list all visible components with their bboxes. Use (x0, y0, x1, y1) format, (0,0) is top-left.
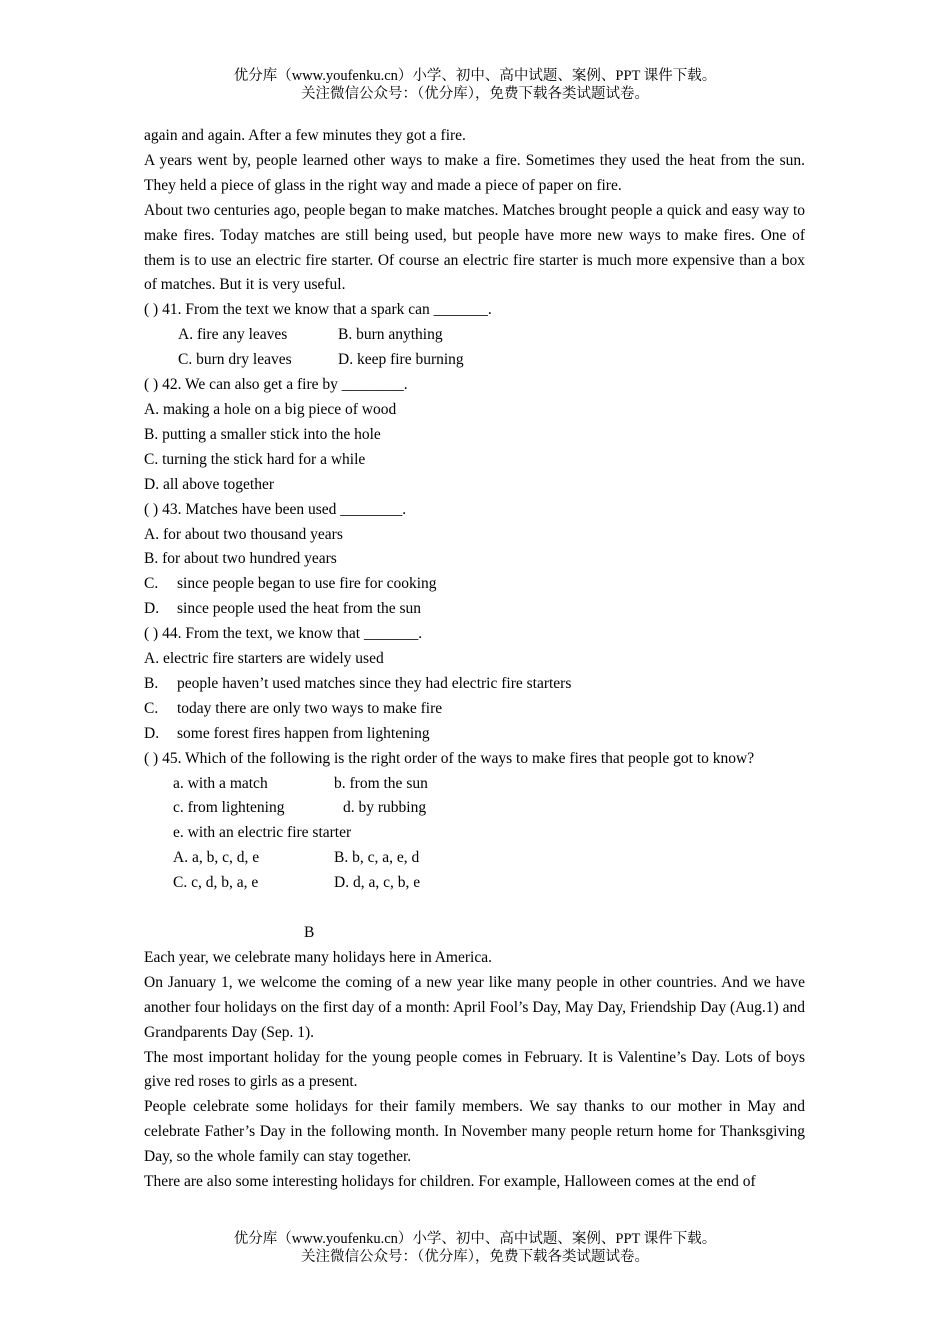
document-body (144, 124, 805, 1195)
option-c: C. burn dry leaves (178, 351, 292, 369)
item-c: c. from lightening (173, 799, 285, 817)
option-text: today there are only two ways to make fire (177, 699, 443, 717)
question-41-options-row-2 (144, 348, 805, 373)
question-43-option-b: B. for about two hundred years (144, 550, 337, 568)
option-c: C. c, d, b, a, e (173, 874, 259, 892)
item-b: b. from the sun (334, 774, 428, 792)
option-b: B. b, c, a, e, d (334, 849, 420, 867)
question-45-options-row-2 (144, 871, 805, 896)
option-letter: D. (144, 600, 160, 618)
question-45-options-row-1 (144, 846, 805, 871)
question-41-stem: ( ) 41. From the text we know that a spark can _______. (144, 301, 492, 319)
option-letter: D. (144, 724, 160, 742)
question-43-stem: ( ) 43. Matches have been used ________. (144, 500, 407, 518)
option-b: B. burn anything (338, 326, 443, 344)
question-43-option-d (144, 597, 805, 622)
option-letter: B. (144, 674, 159, 692)
question-43-option-c (144, 572, 805, 597)
question-42-option-c: C. turning the stick hard for a while (144, 450, 366, 468)
option-letter: C. (144, 699, 159, 717)
question-41-options-row-1 (144, 323, 805, 348)
question-44-option-d (144, 722, 805, 747)
item-a: a. with a match (173, 774, 268, 792)
page-footer (0, 1230, 950, 1266)
passage-a-paragraph-1: again and again. After a few minutes they got a fire. (144, 127, 466, 144)
footer-line-2: 关注微信公众号：（优分库），免费下载各类试题试卷。 (301, 1249, 649, 1265)
passage-b-paragraph-3: The most important holiday for the young people comes in February. It is Valentine’s Day. Lots of boys give red roses to girls as a present. (144, 1048, 805, 1091)
option-a: A. fire any leaves (178, 326, 288, 344)
item-d: d. by rubbing (343, 799, 427, 817)
option-text: some forest fires happen from lightening (177, 724, 430, 742)
passage-b-paragraph-1: Each year, we celebrate many holidays here in America. (144, 948, 492, 966)
footer-line-1: 优分库（www.youfenku.cn）小学、初中、高中试题、案例、PPT 课件下载。 (233, 1231, 717, 1247)
question-45-items-row-1 (144, 772, 805, 797)
option-letter: C. (144, 575, 159, 593)
passage-b-paragraph-4: People celebrate some holidays for their family members. We say thanks to our mother in May and celebrate Father’s Day in the following month. In November many people return home for Thanksgiving Day, so the whole family can stay together. (144, 1098, 805, 1166)
passage-a-paragraph-2: A years went by, people learned other ways to make a fire. Sometimes they used the heat from the sun. They held a piece of glass in the right way and made a piece of paper on fire. (144, 151, 805, 194)
question-42-option-d: D. all above together (144, 475, 274, 493)
option-d: D. keep fire burning (338, 351, 464, 369)
question-44-option-c (144, 697, 805, 722)
option-text: since people used the heat from the sun (177, 600, 422, 618)
question-42-option-b: B. putting a smaller stick into the hole (144, 425, 381, 443)
question-45-items-row-2 (144, 796, 805, 821)
question-45-stem: ( ) 45. Which of the following is the right order of the ways to make fires that people got to know? (144, 749, 755, 767)
question-44-option-b (144, 672, 805, 697)
question-42-option-a: A. making a hole on a big piece of wood (144, 400, 397, 418)
question-44-stem: ( ) 44. From the text, we know that _______. (144, 625, 423, 643)
passage-a-paragraph-3: About two centuries ago, people began to make matches. Matches brought people a quick and easy way to make fires. Today matches are still being used, but people have more new ways to make fires. One of them is to use an electric fire starter. Of course an electric fire starter is much more expensive than a box of matches. But it is very useful. (144, 201, 805, 294)
spacer (144, 896, 805, 921)
question-45-item-e: e. with an electric fire starter (173, 824, 352, 842)
passage-b-paragraph-2: On January 1, we welcome the coming of a new year like many people in other countries. And we have another four holidays on the first day of a month: April Fool’s Day, May Day, Friendship Day (Aug.1) and Grandparents Day (Sep. 1). (144, 973, 805, 1041)
page-header (0, 67, 950, 103)
option-d: D. d, a, c, b, e (334, 874, 421, 892)
option-a: A. a, b, c, d, e (173, 849, 260, 867)
header-line-1: 优分库（www.youfenku.cn）小学、初中、高中试题、案例、PPT 课件下载。 (233, 68, 717, 84)
option-text: since people began to use fire for cooking (177, 575, 437, 593)
section-b-heading: B (304, 923, 315, 941)
question-42-stem: ( ) 42. We can also get a fire by ________. (144, 376, 408, 394)
header-line-2: 关注微信公众号：（优分库），免费下载各类试题试卷。 (301, 86, 649, 102)
question-43-option-a: A. for about two thousand years (144, 525, 343, 543)
option-text: people haven’t used matches since they had electric fire starters (177, 674, 572, 692)
question-44-option-a: A. electric fire starters are widely used (144, 650, 384, 668)
passage-b-paragraph-5: There are also some interesting holidays for children. For example, Halloween comes at the end of (144, 1173, 756, 1191)
